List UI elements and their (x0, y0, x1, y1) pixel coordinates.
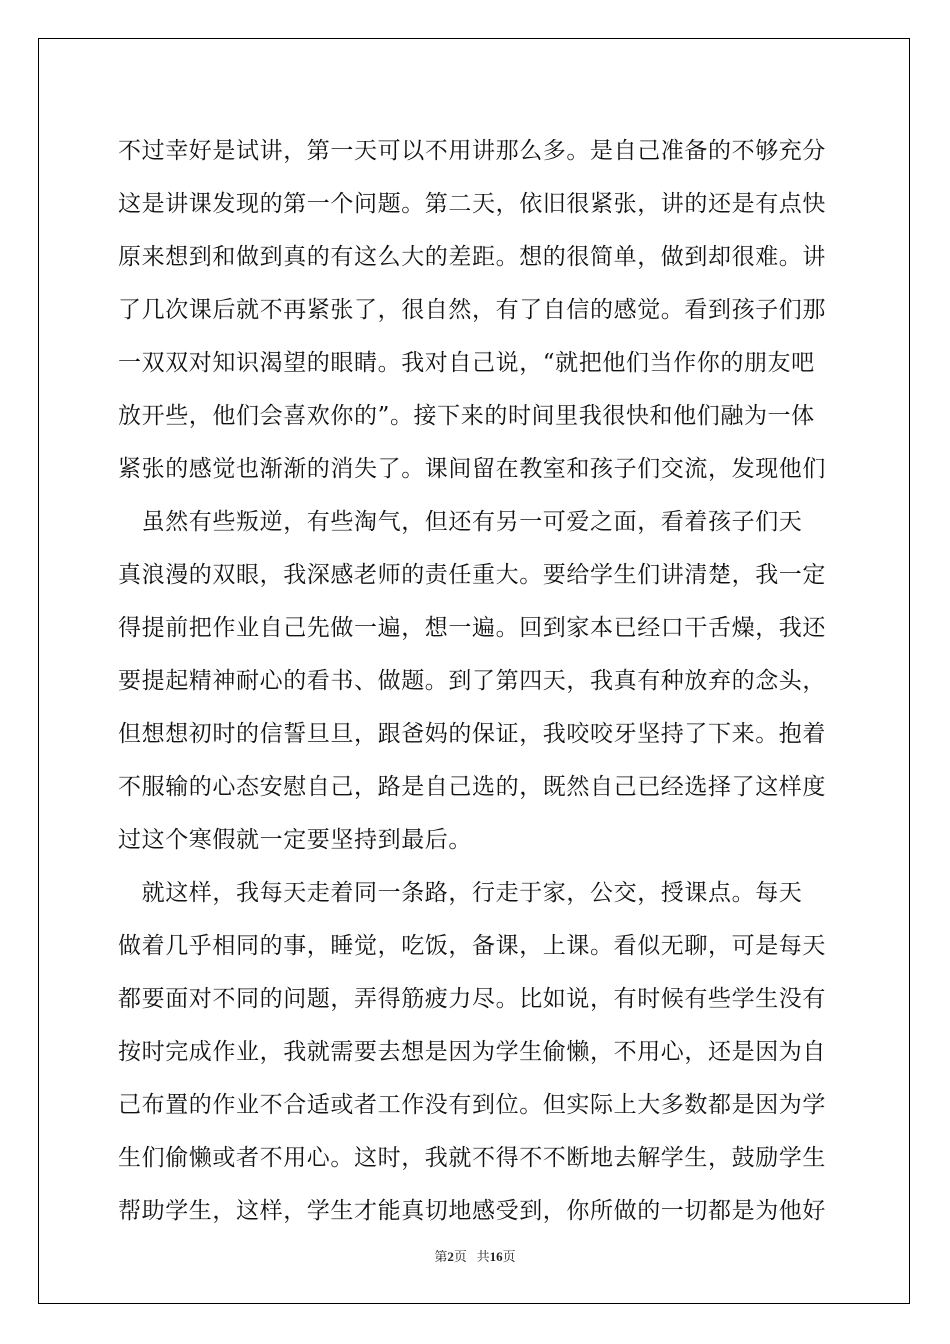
text-line: 但想想初时的信誓旦旦，跟爸妈的保证，我咬咬牙坚持了下来。抱着 (118, 721, 826, 747)
text-line: 了几次课后就不再紧张了，很自然，有了自信的感觉。看到孩子们那 (118, 297, 826, 323)
text-line: 不服输的心态安慰自己，路是自己选的，既然自己已经选择了这样度 (118, 774, 826, 800)
page-footer (0, 1246, 950, 1265)
document-body (118, 125, 838, 1238)
text-line: 不过幸好是试讲，第一天可以不用讲那么多。是自己准备的不够充分 (118, 138, 826, 164)
text-line: 按时完成作业，我就需要去想是因为学生偷懒，不用心，还是因为自 (118, 1039, 826, 1065)
text-line: 这是讲课发现的第一个问题。第二天，依旧很紧张，讲的还是有点快 (118, 191, 826, 217)
text-line: 要提起精神耐心的看书、做题。到了第四天，我真有种放弃的念头， (118, 668, 826, 694)
total-prefix: 共 (476, 1249, 490, 1264)
total-pages: 16 (489, 1249, 503, 1264)
text-line: 原来想到和做到真的有这么大的差距。想的很简单，做到却很难。讲 (118, 244, 826, 270)
text-line: 放开些，他们会喜欢你的”。接下来的时间里我很快和他们融为一体 (118, 403, 815, 429)
text-line: 虽然有些叛逆，有些淘气，但还有另一可爱之面，看着孩子们天 (118, 509, 803, 535)
page-suffix: 页 (453, 1249, 467, 1264)
text-line: 做着几乎相同的事，睡觉，吃饭，备课，上课。看似无聊，可是每天 (118, 933, 826, 959)
text-line: 过这个寒假就一定要坚持到最后。 (118, 827, 472, 853)
text-line: 得提前把作业自己先做一遍，想一遍。回到家本已经口干舌燥，我还 (118, 615, 826, 641)
text-line: 己布置的作业不合适或者工作没有到位。但实际上大多数都是因为学 (118, 1092, 826, 1118)
text-line: 一双双对知识渴望的眼睛。我对自己说，“就把他们当作你的朋友吧 (118, 350, 815, 376)
text-line: 紧张的感觉也渐渐的消失了。课间留在教室和孩子们交流，发现他们 (118, 456, 826, 482)
text-line: 真浪漫的双眼，我深感老师的责任重大。要给学生们讲清楚，我一定 (118, 562, 826, 588)
text-line: 生们偷懒或者不用心。这时，我就不得不不断地去解学生，鼓励学生 (118, 1145, 826, 1171)
text-line: 都要面对不同的问题，弄得筋疲力尽。比如说，有时候有些学生没有 (118, 986, 826, 1012)
page-number: 2 (447, 1249, 454, 1264)
text-line: 帮助学生，这样，学生才能真切地感受到，你所做的一切都是为他好 (118, 1198, 826, 1224)
total-suffix: 页 (502, 1249, 516, 1264)
page-prefix: 第 (434, 1249, 448, 1264)
text-line: 就这样，我每天走着同一条路，行走于家，公交，授课点。每天 (118, 880, 803, 906)
